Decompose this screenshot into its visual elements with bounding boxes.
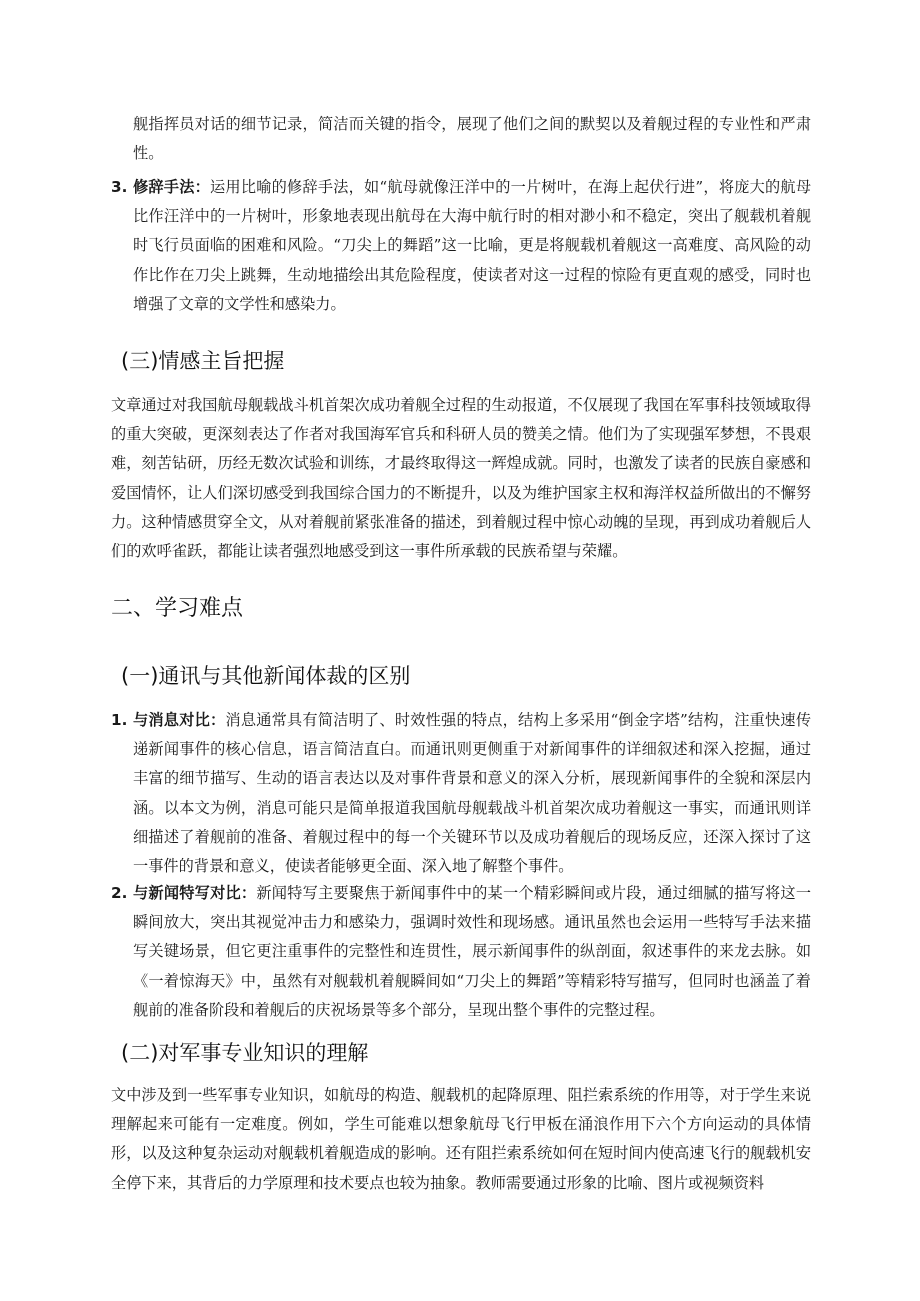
list-number: 2. [111,884,128,902]
list-item-text: 消息通常具有简洁明了、时效性强的特点，结构上多采用“倒金字塔”结构，注重快速传递新闻事件的核心信息，语言简洁直白。而通讯则更侧重于对新闻事件的详细叙述和深入挖掘，通过丰富的细节描写、生动的语言表达以及对事件背景和意义的深入分析，展现新闻事件的全貌和深层内涵。以本文为例，消息可能只是简单报道我国航母舰载战斗机首架次成功着舰这一事实，而通讯则详细描述了着舰前的准备、着舰过程中的每一个关键环节以及成功着舰后的现场反应，还深入探讨了这一事件的背景和意义，使读者能够更全面、深入地了解整个事件。 [133,711,812,876]
list-item-body [133,879,811,1025]
list-item-lead: 修辞手法： [133,178,211,196]
list-number: 1. [111,711,128,729]
list-item-text: 新闻特写主要聚焦于新闻事件中的某一个精彩瞬间或片段，通过细腻的描写将这一瞬间放大，突出其视觉冲击力和感染力，强调时效性和现场感。通讯虽然也会运用一些特写手法来描写关键场景，但它更注重事件的完整性和连贯性，展示新闻事件的纵剖面，叙述事件的来龙去脉。如《一着惊海天》中，虽然有对舰载机着舰瞬间如“刀尖上的舞蹈”等精彩特写描写，但同时也涵盖了着舰前的准备阶段和着舰后的庆祝场景等多个部分，呈现出整个事件的完整过程。 [133,884,812,1019]
list-item-body [133,173,811,319]
heading-genre-differences: (一)通讯与其他新闻体裁的区别 [121,664,411,688]
list-item-body [133,706,811,881]
heading-emotion: (三)情感主旨把握 [121,349,285,373]
list-item-vs-feature [111,879,811,1025]
heading-military-knowledge: (二)对军事专业知识的理解 [121,1041,369,1065]
continued-paragraph: 舰指挥员对话的细节记录，简洁而关键的指令，展现了他们之间的默契以及着舰过程的专业性和严肃性。 [133,115,811,163]
paragraph-military-knowledge: 文中涉及到一些军事专业知识，如航母的构造、舰载机的起降原理、阻拦索系统的作用等，对于学生来说理解起来可能有一定难度。例如，学生可能难以想象航母飞行甲板在涌浪作用下六个方向运动的具体情形，以及这种复杂运动对舰载机着舰造成的影响。还有阻拦索系统如何在短时间内使高速飞行的舰载机安全停下来，其背后的力学原理和技术要点也较为抽象。教师需要通过形象的比喻、图片或视频资料 [111,1086,811,1192]
list-number: 3. [111,178,128,196]
list-item-vs-news [111,706,811,881]
list-item-lead: 与新闻特写对比： [133,884,257,902]
paragraph-emotion: 文章通过对我国航母舰载战斗机首架次成功着舰全过程的生动报道，不仅展现了我国在军事科技领域取得的重大突破，更深刻表达了作者对我国海军官兵和科研人员的赞美之情。他们为了实现强军梦想，不畏艰难，刻苦钻研，历经无数次试验和训练，才最终取得这一辉煌成就。同时，也激发了读者的民族自豪感和爱国情怀，让人们深切感受到我国综合国力的不断提升，以及为维护国家主权和海洋权益所做出的不懈努力。这种情感贯穿全文，从对着舰前紧张准备的描述，到着舰过程中惊心动魄的呈现，再到成功着舰后人们的欢呼雀跃，都能让读者强烈地感受到这一事件所承载的民族希望与荣耀。 [111,396,811,561]
heading-learning-difficulties: 二、学习难点 [111,596,244,621]
list-item-text: 运用比喻的修辞手法，如“航母就像汪洋中的一片树叶，在海上起伏行进”，将庞大的航母比作汪洋中的一片树叶，形象地表现出航母在大海中航行时的相对渺小和不稳定，突出了舰载机着舰时飞行员面临的困难和风险。“刀尖上的舞蹈”这一比喻，更是将舰载机着舰这一高难度、高风险的动作比作在刀尖上跳舞，生动地描绘出其危险程度，使读者对这一过程的惊险有更直观的感受，同时也增强了文章的文学性和感染力。 [133,178,812,313]
list-item-lead: 与消息对比： [133,711,226,729]
list-item-rhetoric [111,173,811,319]
